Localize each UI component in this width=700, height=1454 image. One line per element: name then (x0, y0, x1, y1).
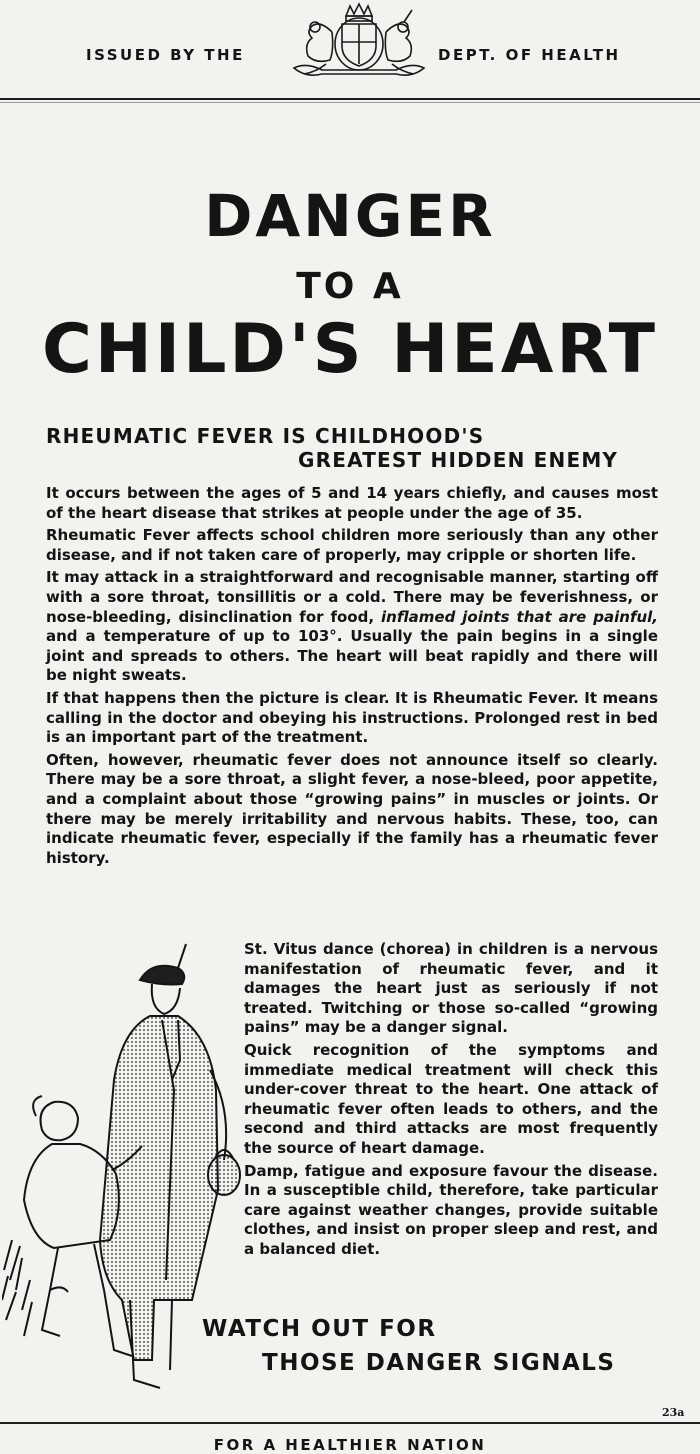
title-danger: DANGER (204, 182, 496, 250)
paragraph-symptoms-part-1: It may attack in a straightforward and recognisable manner, starting off with a sore throat, tonsillitis or a cold. There may be feverishness, or nose-bleeding, disinclination for food, (46, 568, 658, 626)
body-text-right-column (244, 940, 658, 1263)
paragraph-not-announced: Often, however, rheumatic fever does not announce itself so clearly. There may be a sore throat, a slight fever, a nose-bleed, poor appetite, and a complaint about those “growing pains” in muscles or joints. Or there may be merely irritability and nervous habits. These, too, can indicate rheumatic fever, especially if the family has a rheumatic fever history. (46, 750, 658, 867)
title-to-a: TO A (296, 266, 404, 307)
paragraph-st-vitus-dance: St. Vitus dance (chorea) in children is a nervous manifestation of rheumatic fever, and it damages the heart just as seriously if not treated. Twitching or those so-called “growing pains” may be a danger signal. (244, 940, 658, 1037)
top-rule (0, 98, 700, 100)
footer-slogan: FOR A HEALTHIER NATION (213, 1436, 487, 1454)
royal-coat-of-arms (286, 2, 432, 80)
header-dept-of-health: DEPT. OF HEALTH (438, 46, 621, 64)
callout-danger-signals: THOSE DANGER SIGNALS (262, 1350, 616, 1376)
paragraph-symptoms (46, 568, 658, 686)
paragraph-school-children: Rheumatic Fever affects school children more seriously than any other disease, and if not taken care of properly, may cripple or shorten life. (46, 526, 658, 564)
body-text-full-width (46, 484, 658, 871)
ad-reference-code: 23a (662, 1406, 685, 1419)
paragraph-quick-recognition: Quick recognition of the symptoms and immediate medical treatment will check this under-cover threat to the heart. One attack of rheumatic fever often leads to others, and the second and third attacks are most frequently the source of heart damage. (244, 1040, 658, 1157)
callout-watch-out: WATCH OUT FOR (202, 1316, 437, 1342)
bottom-rule (0, 1422, 700, 1424)
header-issued-by: ISSUED BY THE (86, 46, 245, 64)
top-rule-thin (0, 102, 700, 103)
paragraph-symptoms-part-2: and a temperature of up to 103°. Usually the pain begins in a single joint and spreads to others. The heart will beat rapidly and there will be night sweats. (46, 627, 658, 685)
title-childs-heart: CHILD'S HEART (41, 310, 659, 389)
subheading-line-1: RHEUMATIC FEVER IS CHILDHOOD'S (46, 424, 485, 448)
subheading-line-2: GREATEST HIDDEN ENEMY (298, 448, 619, 472)
paragraph-age-range: It occurs between the ages of 5 and 14 years chiefly, and causes most of the heart disease that strikes at people under the age of 35. (46, 484, 658, 522)
paragraph-damp-fatigue: Damp, fatigue and exposure favour the disease. In a susceptible child, therefore, take particular care against weather changes, provide suitable clothes, and insist on proper sleep and rest, and a balanced diet. (244, 1161, 658, 1258)
paragraph-symptoms-italic: inflamed joints that are painful, (381, 607, 658, 626)
paragraph-picture-clear: If that happens then the picture is clear. It is Rheumatic Fever. It means calling in the doctor and obeying his instructions. Prolonged rest in bed is an important part of the treatment. (46, 688, 658, 747)
